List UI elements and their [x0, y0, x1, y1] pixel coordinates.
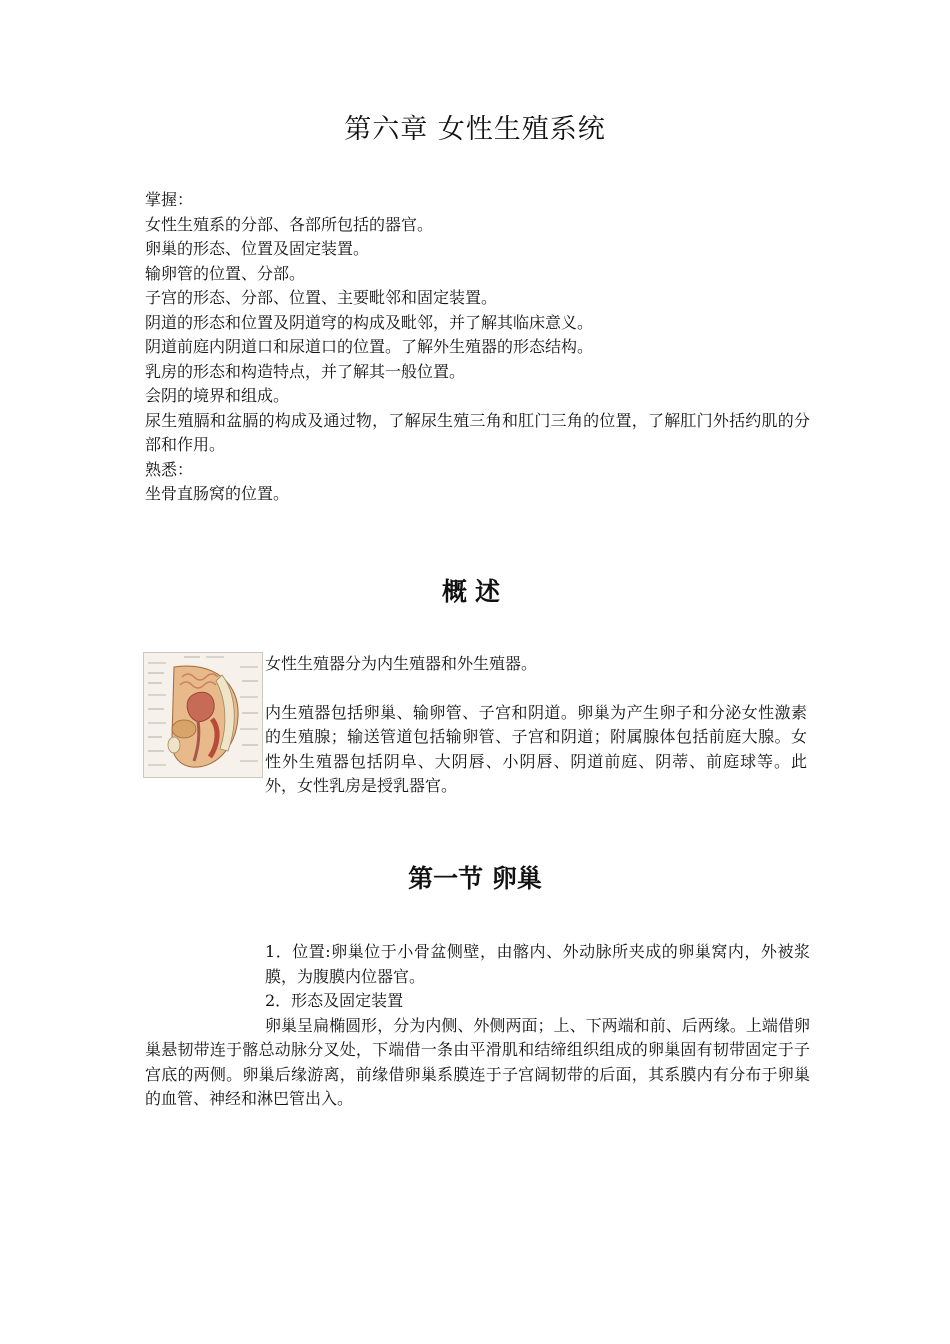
objective-item: 尿生殖膈和盆膈的构成及通过物，了解尿生殖三角和肛门三角的位置，了解肛门外括约肌的分部和作用。: [145, 410, 810, 454]
objective-item: 子宫的形态、分部、位置、主要毗邻和固定装置。: [145, 288, 498, 307]
ovary-paragraph: 卵巢呈扁椭圆形，分为内侧、外侧两面；上、下两端和前、后两缘。上端借卵巢悬韧带连于髂总动脉分叉处，下端借一条由平滑肌和结缔组织组成的卵巢固有韧带固定于子宫底的两侧。卵巢后缘游离，前缘借卵巢系膜连于子宫阔韧带的后面，其系膜内有分布于卵巢的血管、神经和淋巴管出入。: [145, 1015, 810, 1108]
pelvis-sagittal-section-icon: [144, 653, 262, 777]
learning-objectives: [145, 188, 810, 507]
overview-heading: 概述: [441, 577, 508, 606]
ovary-section-body: [145, 940, 810, 1112]
objective-item: 女性生殖系的分部、各部所包括的器官。: [145, 214, 434, 234]
overview-paragraph: 内生殖器包括卵巢、输卵管、子宫和阴道。卵巢为产生卵子和分泌女性激素的生殖腺；输送管道包括输卵管、子宫和阴道；附属腺体包括前庭大腺。女性外生殖器包括阴阜、大阴唇、小阴唇、阴道前庭、阴蒂、前庭球等。此外，女性乳房是授乳器官。: [265, 702, 807, 795]
chapter-title: 第六章 女性生殖系统: [344, 114, 606, 145]
master-label: 掌握：: [145, 190, 194, 209]
familiar-label: 熟悉：: [145, 459, 194, 479]
objective-item: 卵巢的形态、位置及固定装置。: [145, 239, 370, 258]
overview-paragraph: 女性生殖器分为内生殖器和外生殖器。: [265, 654, 538, 673]
objective-item: 阴道前庭内阴道口和尿道口的位置。了解外生殖器的形态结构。: [145, 337, 594, 356]
objective-item: 输卵管的位置、分部。: [145, 263, 306, 283]
objective-item: 乳房的形态和构造特点，并了解其一般位置。: [145, 361, 466, 381]
objective-item: 阴道的形态和位置及阴道穹的构成及毗邻，并了解其临床意义。: [145, 312, 594, 332]
numbered-item: 2．形态及固定装置: [265, 991, 404, 1010]
overview-text: [265, 652, 807, 799]
familiar-item: 坐骨直肠窝的位置。: [145, 484, 290, 503]
section-heading-ovary: 第一节 卵巢: [408, 864, 542, 893]
objective-item: 会阴的境界和组成。: [145, 386, 290, 405]
numbered-item: 1．位置:卵巢位于小骨盆侧壁，由髂内、外动脉所夹成的卵巢窝内，外被浆膜，为腹膜内位器官。: [265, 942, 810, 986]
pelvis-illustration-figure: [143, 652, 263, 778]
